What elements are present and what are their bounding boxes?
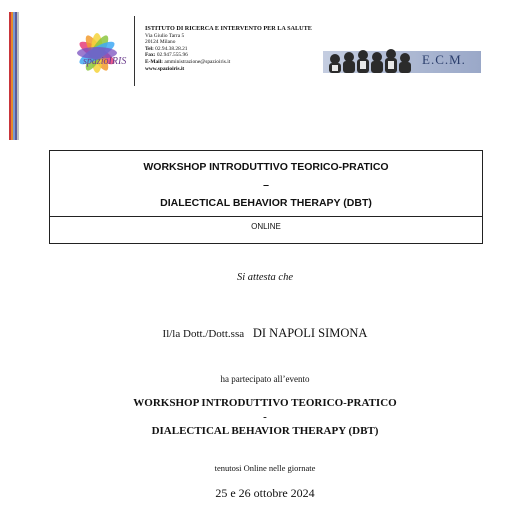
person-name: DI NAPOLI SIMONA — [252, 326, 368, 340]
ecm-label: E.C.M. — [422, 52, 466, 67]
event-title-line-2: - — [263, 411, 267, 423]
held-text: tenutosi Online nelle giornate — [214, 463, 316, 473]
person-line — [0, 326, 530, 341]
spazioiris-logo — [64, 27, 130, 79]
address-line-1: Via Giulio Tarra 5 — [145, 32, 185, 39]
box-title — [50, 158, 482, 212]
address-line-2: 20124 Milano — [145, 39, 176, 46]
institute-info — [145, 26, 312, 72]
tel-label: Tel: — [145, 45, 154, 52]
event-mode: ONLINE — [251, 222, 281, 231]
box-title-line-3: DIALECTICAL BEHAVIOR THERAPY (DBT) — [160, 197, 372, 209]
tel-line — [145, 46, 312, 53]
box-separator — [50, 216, 482, 217]
email-label: E-Mail: — [145, 58, 163, 65]
participated-text: ha partecipato all’evento — [220, 374, 310, 384]
email-value[interactable]: amministrazione@spazioiris.it — [164, 58, 231, 65]
header-divider — [134, 16, 135, 86]
attesta-text: Si attesta che — [237, 272, 293, 283]
logo-text: spazioIRIS — [83, 56, 127, 67]
event-title — [0, 396, 530, 438]
tel-value: 02.94.38.28.21 — [155, 45, 188, 52]
event-title-line-1: WORKSHOP INTRODUTTIVO TEORICO-PRATICO — [133, 397, 397, 409]
website-line — [145, 66, 312, 73]
event-title-line-3: DIALECTICAL BEHAVIOR THERAPY (DBT) — [151, 425, 379, 437]
fax-label: Fax: — [145, 52, 156, 59]
fax-value: 02.947.555.96 — [156, 52, 188, 59]
event-dates: 25 e 26 ottobre 2024 — [215, 486, 315, 500]
fax-line — [145, 52, 312, 59]
title-box — [49, 150, 483, 244]
box-title-line-2: – — [263, 179, 269, 191]
email-line — [145, 59, 312, 66]
website[interactable]: www.spazioiris.it — [145, 65, 185, 72]
box-title-line-1: WORKSHOP INTRODUTTIVO TEORICO-PRATICO — [143, 161, 389, 173]
title-prefix: Il/la Dott./Dott.ssa — [162, 328, 245, 340]
stripe — [17, 12, 19, 140]
institute-name: ISTITUTO DI RICERCA E INTERVENTO PER LA SALUTE — [145, 25, 312, 32]
decorative-stripes — [9, 12, 19, 140]
